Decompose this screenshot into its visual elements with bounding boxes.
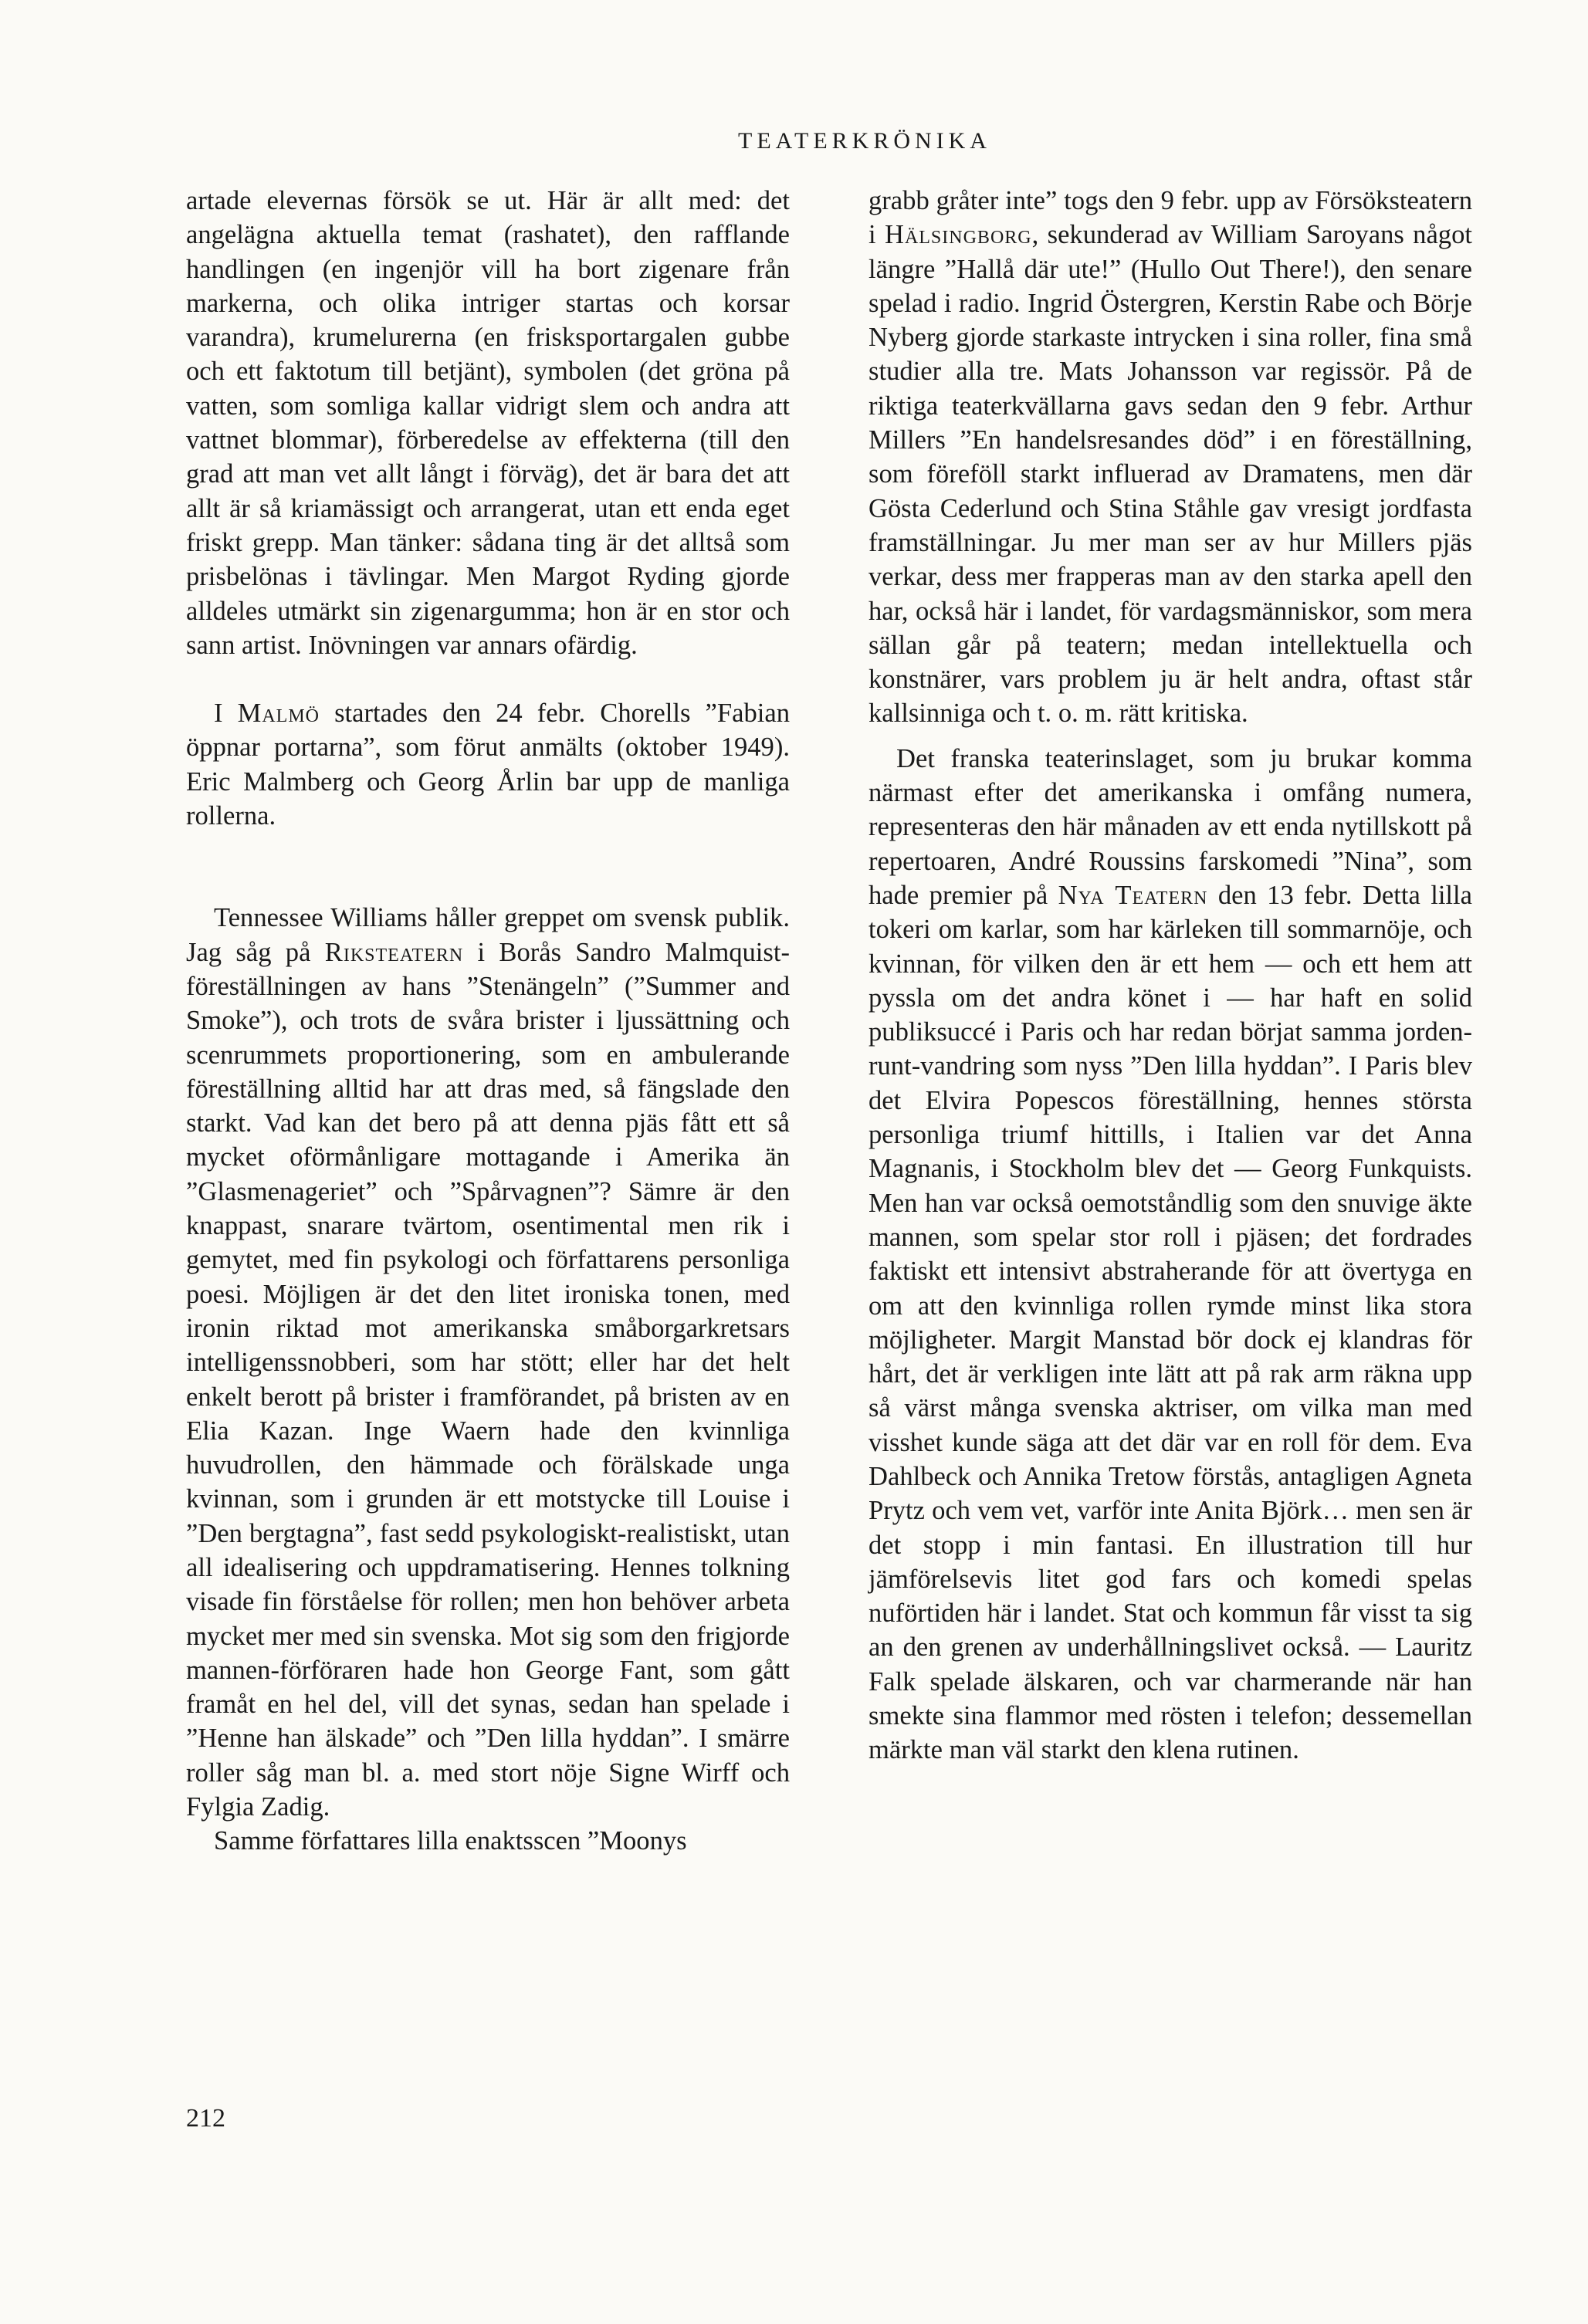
running-header: TEATERKRÖNIKA: [738, 128, 991, 154]
paragraph: Det franska teaterinslaget, som ju brukar komma närmast efter det amerikanska i omfång numera, representeras den här månaden av ett enda nytillskott på repertoaren, André Roussins farskomedi ”Nina”, som hade premier på Nya Teatern den 13 febr. Detta lilla tokeri om karlar, som har kärleken till sommarnöje, och kvinnan, för vilken den är ett hem — och ett hem att pyssla om det andra könet i — har haft en solid publiksuccé i Paris och har redan börjat samma jorden-runt-vandring som nyss ”Den lilla hyddan”. I Paris blev det Elvira Popescos föreställning, hennes största personliga triumf hittills, i Italien var det Anna Magnanis, i Stockholm blev det — Georg Funkquists. Men han var också oemotståndlig som den snuvige äkte mannen, som spelar stor roll i pjäsen; det fordrades faktiskt ett intensivt abstraherande för att övertyga en om att den kvinnliga rollen rymde minst lika stora möjligheter. Margit Manstad bör dock ej klandras för hårt, det är verkligen inte lätt att på rak arm räkna upp så värst många svenska aktriser, om vilka man med visshet kunde säga att det där var en roll för dem. Eva Dahlbeck och Annika Tretow förstås, antagligen Agneta Prytz och vem vet, varför inte Anita Björk… men sen är det stopp i min fantasi. En illustration till hur jämförelsevis litet god fars och komedi spelas nuförtiden här i landet. Stat och kommun får visst ta sig an den grenen av underhållningslivet också. — Lauritz Falk spelade älskaren, och var charmerande när han smekte sina flammor med rösten i telefon; dessemellan märkte man väl starkt den klena rutinen.: [868, 743, 1472, 1765]
paragraph: grabb gråter inte” togs den 9 febr. upp av Försöksteatern i Hälsingborg, sekunderad av William Saroyans något längre ”Hallå där ute!” (Hullo Out There!), den senare spelad i radio. Ingrid Östergren, Kerstin Rabe och Börje Nyberg gjorde starkaste intrycken i sina roller, fina små studier alla tre. Mats Johansson var regissör. På de riktiga teaterkvällarna gavs sedan den 9 febr. Arthur Millers ”En handelsresandes död” i en föreställning, som föreföll starkt influerad av Dramatens, men där Gösta Cederlund och Stina Ståhle gav vresigt jordfasta framställningar. Ju mer man ser av hur Millers pjäs verkar, dess mer frapperas man av den starka apell den har, också här i landet, för vardagsmänniskor, som mera sällan går på teatern; medan intellektuella och konstnärer, vars problem ju är helt andra, oftast står kallsinniga och t. o. m. rätt kritiska.: [868, 186, 1472, 729]
paragraph: Samme författares lilla enaktsscen ”Moonys: [214, 1826, 687, 1856]
left-column: [186, 184, 790, 1859]
paragraph: Tennessee Williams håller greppet om svensk publik. Jag såg på Riksteatern i Borås Sandro Malmquist-föreställningen av hans ”Stenängeln” (”Summer and Smoke”), och trots de svåra brister i ljussättning och scenrummets proportionering, som en ambulerande föreställning alltid har att dras med, så fängslade den starkt. Vad kan det bero på att denna pjäs fått ett så mycket oförmånligare mottagande i Amerika än ”Glasmenageriet” och ”Spårvagnen”? Sämre är den knappast, snarare tvärtom, osentimental men rik i gemytet, med fin psykologi och författarens personliga poesi. Möjligen är det den litet ironiska tonen, med ironin riktad mot amerikanska småborgarkretsars intelligenssnobberi, som har stött; eller har det helt enkelt berott på brister i framförandet, på bristen av en Elia Kazan. Inge Waern hade den kvinnliga huvudrollen, den hämmade och förälskade unga kvinnan, som i grunden är ett motstycke till Louise i ”Den bergtagna”, fast sedd psykologiskt-realistiskt, utan all idealisering och uppdramatisering. Hennes tolkning visade fin förståelse för rollen; men hon behöver arbeta mycket mer med sin svenska. Mot sig som den frigjorde mannen-förföraren hade hon George Fant, som gått framåt en hel del, vill det synas, sedan han spelade i ”Henne han älskade” och ”Den lilla hyddan”. I smärre roller såg man bl. a. med stort nöje Signe Wirff och Fylgia Zadig.: [186, 903, 790, 1822]
place-name: Hälsingborg: [884, 220, 1032, 250]
theater-name: Nya Teatern: [1058, 880, 1208, 910]
paragraph: artade elevernas försök se ut. Här är allt med: det angelägna aktuella temat (rashatet), den rafflande handlingen (en ingenjör vill ha bort zigenare från markerna, och olika intriger startas och korsar varandra), krumelurerna (en frisksportargalen gubbe och ett faktotum till betjänt), symbolen (det gröna på vatten, som somliga kallar vidrigt slem och andra att vattnet blommar), förberedelse av effekterna (till den grad att man vet allt långt i förväg), det är bara det att allt är så kriamässigt och arrangerat, utan ett enda eget friskt grepp. Man tänker: sådana ting är det alltså som prisbelönas i tävlingar. Men Margot Ryding gjorde alldeles utmärkt sin zigenargumma; hon är en stor och sann artist. Inövningen var annars ofärdig.: [186, 186, 790, 660]
page-number: 212: [186, 2104, 225, 2133]
theater-name: Riksteatern: [324, 937, 464, 967]
right-column: [868, 184, 1472, 1768]
place-name: Malmö: [237, 699, 320, 729]
paragraph: I Malmö startades den 24 febr. Chorells ”Fabian öppnar portarna”, som förut anmälts (oktober 1949). Eric Malmberg och Georg Årlin bar upp de manliga rollerna.: [186, 699, 790, 831]
